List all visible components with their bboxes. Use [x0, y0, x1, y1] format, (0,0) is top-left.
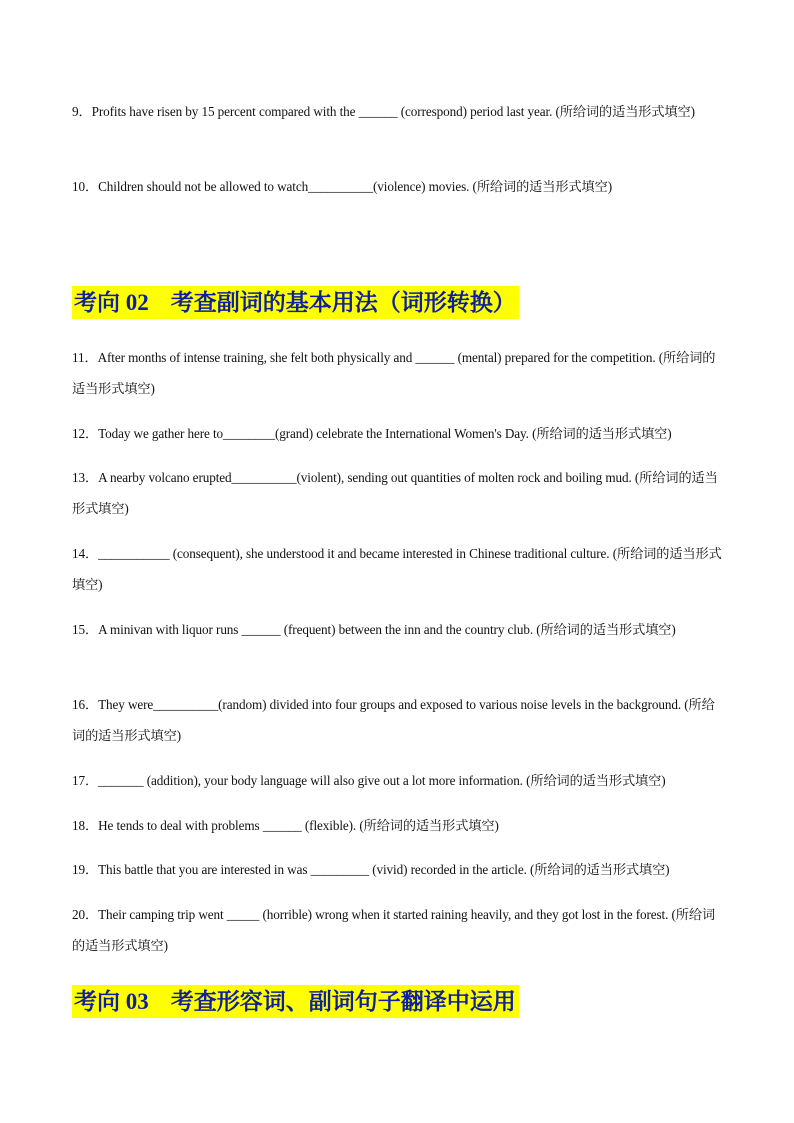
- section-number: 考向 03: [74, 989, 149, 1014]
- section-heading-02: [72, 286, 519, 319]
- section-heading-03: [72, 985, 519, 1018]
- question-18: 18．He tends to deal with problems ______ (flexible). (所给词的适当形式填空): [72, 818, 499, 833]
- question-17: 17．_______ (addition), your body language will also give out a lot more information. (所给词的适当形式填空): [72, 773, 666, 788]
- question-9: 9．Profits have risen by 15 percent compared with the ______ (correspond) period last year. (所给词的适当形式填空): [72, 104, 695, 119]
- question-12: 12．Today we gather here to________(grand) celebrate the International Women's Day. (所给词的适当形式填空): [72, 426, 672, 441]
- question-13: 13．A nearby volcano erupted__________(violent), sending out quantities of molten rock and boiling mud. (所给词的适当形式填空): [72, 470, 718, 516]
- section-title: 考查副词的基本用法（词形转换）: [170, 290, 516, 315]
- question-19: 19．This battle that you are interested in was _________ (vivid) recorded in the article. (所给词的适当形式填空): [72, 862, 670, 877]
- question-11: 11．After months of intense training, she felt both physically and ______ (mental) prepared for the competition. (所给词的适当形式填空): [72, 350, 716, 396]
- section-number: 考向 02: [74, 290, 149, 315]
- question-14: 14．___________ (consequent), she understood it and became interested in Chinese traditional culture. (所给词的适当形式填空): [72, 546, 722, 592]
- question-16: 16．They were__________(random) divided into four groups and exposed to various noise levels in the background. (所给词的适当形式填空): [72, 697, 715, 743]
- question-20: 20．Their camping trip went _____ (horrible) wrong when it started raining heavily, and they got lost in the forest. (所给词的适当形式填空): [72, 907, 716, 953]
- question-15: 15．A minivan with liquor runs ______ (frequent) between the inn and the country club. (所给词的适当形式填空): [72, 622, 676, 637]
- question-10: 10．Children should not be allowed to watch__________(violence) movies. (所给词的适当形式填空): [72, 179, 612, 194]
- section-title: 考查形容词、副词句子翻译中运用: [170, 989, 516, 1014]
